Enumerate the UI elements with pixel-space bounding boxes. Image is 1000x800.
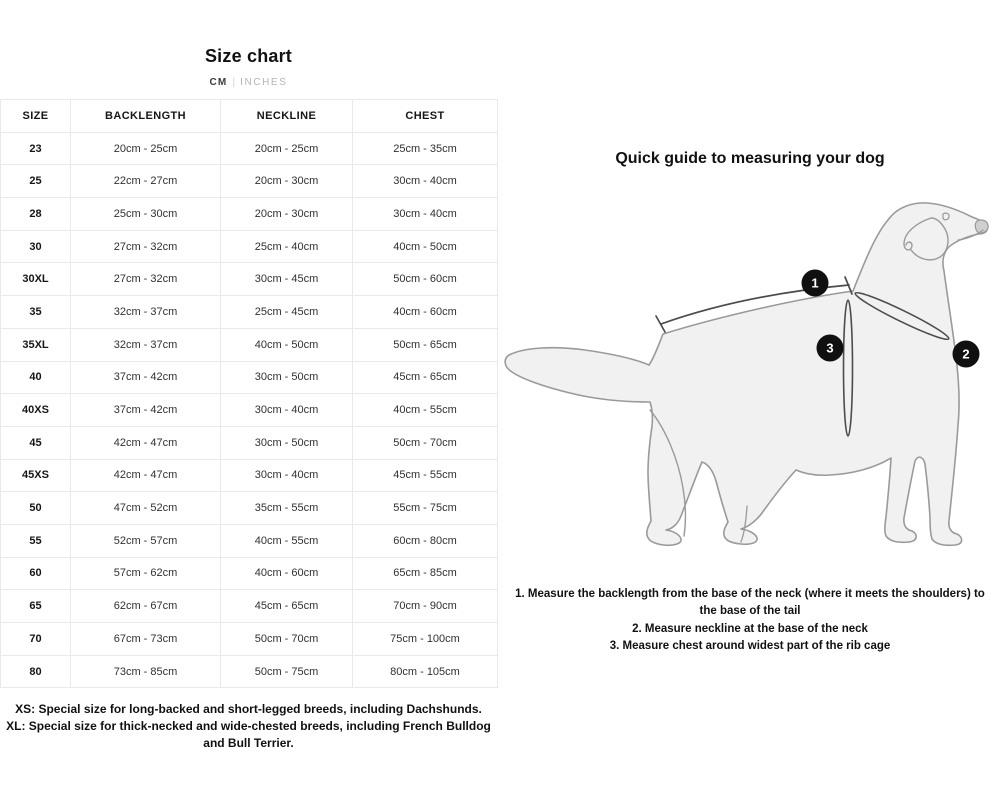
unit-inches[interactable]: INCHES: [240, 77, 288, 88]
size-cell: 45: [1, 426, 71, 459]
table-row: [1, 590, 498, 623]
measurement-cell: 27cm - 32cm: [71, 230, 221, 263]
table-row: [1, 361, 498, 394]
table-row: [1, 198, 498, 231]
marker-1: [802, 270, 829, 297]
measurement-cell: 32cm - 37cm: [71, 328, 221, 361]
measurement-cell: 30cm - 50cm: [221, 361, 353, 394]
size-cell: 40XS: [1, 394, 71, 427]
instruction-3: 3. Measure chest around widest part of the rib cage: [609, 639, 891, 652]
footnote-xs: XS: Special size for long-backed and short-legged breeds, including Dachshunds.: [15, 702, 482, 717]
measurement-cell: 25cm - 45cm: [221, 296, 353, 329]
marker-1-label: 1: [811, 275, 819, 291]
instruction-2: 2. Measure neckline at the base of the neck: [632, 622, 868, 635]
measurement-cell: 30cm - 45cm: [221, 263, 353, 296]
size-cell: 28: [1, 198, 71, 231]
table-row: [1, 623, 498, 656]
table-row: [1, 426, 498, 459]
size-cell: 50: [1, 492, 71, 525]
measurement-cell: 40cm - 50cm: [221, 328, 353, 361]
unit-toggle: [0, 77, 497, 89]
measurement-cell: 70cm - 90cm: [353, 590, 498, 623]
measurement-cell: 67cm - 73cm: [71, 623, 221, 656]
size-cell: 55: [1, 524, 71, 557]
measurement-cell: 20cm - 30cm: [221, 165, 353, 198]
measurement-cell: 45cm - 65cm: [353, 361, 498, 394]
size-cell: 60: [1, 557, 71, 590]
size-cell: 35XL: [1, 328, 71, 361]
measurement-cell: 50cm - 70cm: [353, 426, 498, 459]
backlength-tick-left: [656, 316, 665, 332]
measurement-cell: 25cm - 30cm: [71, 198, 221, 231]
size-chart-title: Size chart: [204, 46, 293, 66]
unit-separator: |: [232, 77, 236, 88]
measurement-cell: 20cm - 25cm: [221, 132, 353, 165]
measurement-cell: 30cm - 40cm: [221, 394, 353, 427]
size-cell: 80: [1, 655, 71, 688]
size-cell: 30XL: [1, 263, 71, 296]
measurement-cell: 45cm - 55cm: [353, 459, 498, 492]
table-row: [1, 557, 498, 590]
column-header-chest: CHEST: [353, 100, 498, 133]
measurement-cell: 20cm - 25cm: [71, 132, 221, 165]
measurement-cell: 80cm - 105cm: [353, 655, 498, 688]
measurement-cell: 42cm - 47cm: [71, 459, 221, 492]
measurement-cell: 30cm - 40cm: [353, 165, 498, 198]
measurement-cell: 37cm - 42cm: [71, 361, 221, 394]
size-cell: 25: [1, 165, 71, 198]
marker-2-label: 2: [962, 346, 970, 362]
measurement-cell: 73cm - 85cm: [71, 655, 221, 688]
measurement-cell: 40cm - 55cm: [353, 394, 498, 427]
measurement-cell: 42cm - 47cm: [71, 426, 221, 459]
measurement-cell: 52cm - 57cm: [71, 524, 221, 557]
measurement-cell: 50cm - 70cm: [221, 623, 353, 656]
column-header-backlength: BACKLENGTH: [71, 100, 221, 133]
measuring-guide-title: Quick guide to measuring your dog: [615, 150, 885, 167]
measurement-cell: 50cm - 65cm: [353, 328, 498, 361]
measurement-cell: 20cm - 30cm: [221, 198, 353, 231]
measurement-cell: 50cm - 60cm: [353, 263, 498, 296]
table-row: [1, 459, 498, 492]
measurement-cell: 47cm - 52cm: [71, 492, 221, 525]
measurement-cell: 30cm - 50cm: [221, 426, 353, 459]
measurement-cell: 32cm - 37cm: [71, 296, 221, 329]
measuring-guide-panel: [500, 0, 1000, 800]
table-row: [1, 655, 498, 688]
size-cell: 45XS: [1, 459, 71, 492]
size-cell: 40: [1, 361, 71, 394]
measurement-cell: 30cm - 40cm: [353, 198, 498, 231]
size-chart-panel: [0, 0, 497, 752]
measurement-cell: 45cm - 65cm: [221, 590, 353, 623]
measurement-cell: 40cm - 55cm: [221, 524, 353, 557]
measurement-cell: 65cm - 85cm: [353, 557, 498, 590]
table-row: [1, 296, 498, 329]
size-cell: 23: [1, 132, 71, 165]
measurement-cell: 35cm - 55cm: [221, 492, 353, 525]
size-footnotes: [0, 701, 497, 752]
table-header-row: [1, 100, 498, 133]
measurement-cell: 22cm - 27cm: [71, 165, 221, 198]
marker-3-label: 3: [826, 340, 834, 356]
measurement-cell: 50cm - 75cm: [221, 655, 353, 688]
measurement-cell: 75cm - 100cm: [353, 623, 498, 656]
table-row: [1, 263, 498, 296]
measurement-cell: 40cm - 60cm: [221, 557, 353, 590]
table-row: [1, 524, 498, 557]
dog-measurement-diagram-icon: [500, 188, 1000, 583]
table-row: [1, 165, 498, 198]
measurement-cell: 60cm - 80cm: [353, 524, 498, 557]
measurement-cell: 62cm - 67cm: [71, 590, 221, 623]
table-row: [1, 394, 498, 427]
column-header-neckline: NECKLINE: [221, 100, 353, 133]
size-cell: 35: [1, 296, 71, 329]
size-cell: 70: [1, 623, 71, 656]
size-cell: 30: [1, 230, 71, 263]
measurement-cell: 25cm - 40cm: [221, 230, 353, 263]
footnote-xl: XL: Special size for thick-necked and wide-chested breeds, including French Bulldog and Bull Terrier.: [6, 719, 491, 751]
column-header-size: SIZE: [1, 100, 71, 133]
measurement-cell: 57cm - 62cm: [71, 557, 221, 590]
marker-3: [817, 335, 844, 362]
measurement-cell: 37cm - 42cm: [71, 394, 221, 427]
unit-cm[interactable]: CM: [209, 77, 228, 88]
measurement-cell: 25cm - 35cm: [353, 132, 498, 165]
size-table: [0, 99, 498, 688]
measurement-cell: 30cm - 40cm: [221, 459, 353, 492]
measurement-cell: 40cm - 50cm: [353, 230, 498, 263]
table-row: [1, 230, 498, 263]
size-cell: 65: [1, 590, 71, 623]
measuring-instructions: [505, 586, 995, 655]
table-row: [1, 132, 498, 165]
table-row: [1, 492, 498, 525]
measurement-cell: 40cm - 60cm: [353, 296, 498, 329]
instruction-1: 1. Measure the backlength from the base of the neck (where it meets the shoulders) to the base of the tail: [515, 588, 985, 618]
measurement-cell: 27cm - 32cm: [71, 263, 221, 296]
measurement-cell: 55cm - 75cm: [353, 492, 498, 525]
table-row: [1, 328, 498, 361]
marker-2: [953, 341, 980, 368]
